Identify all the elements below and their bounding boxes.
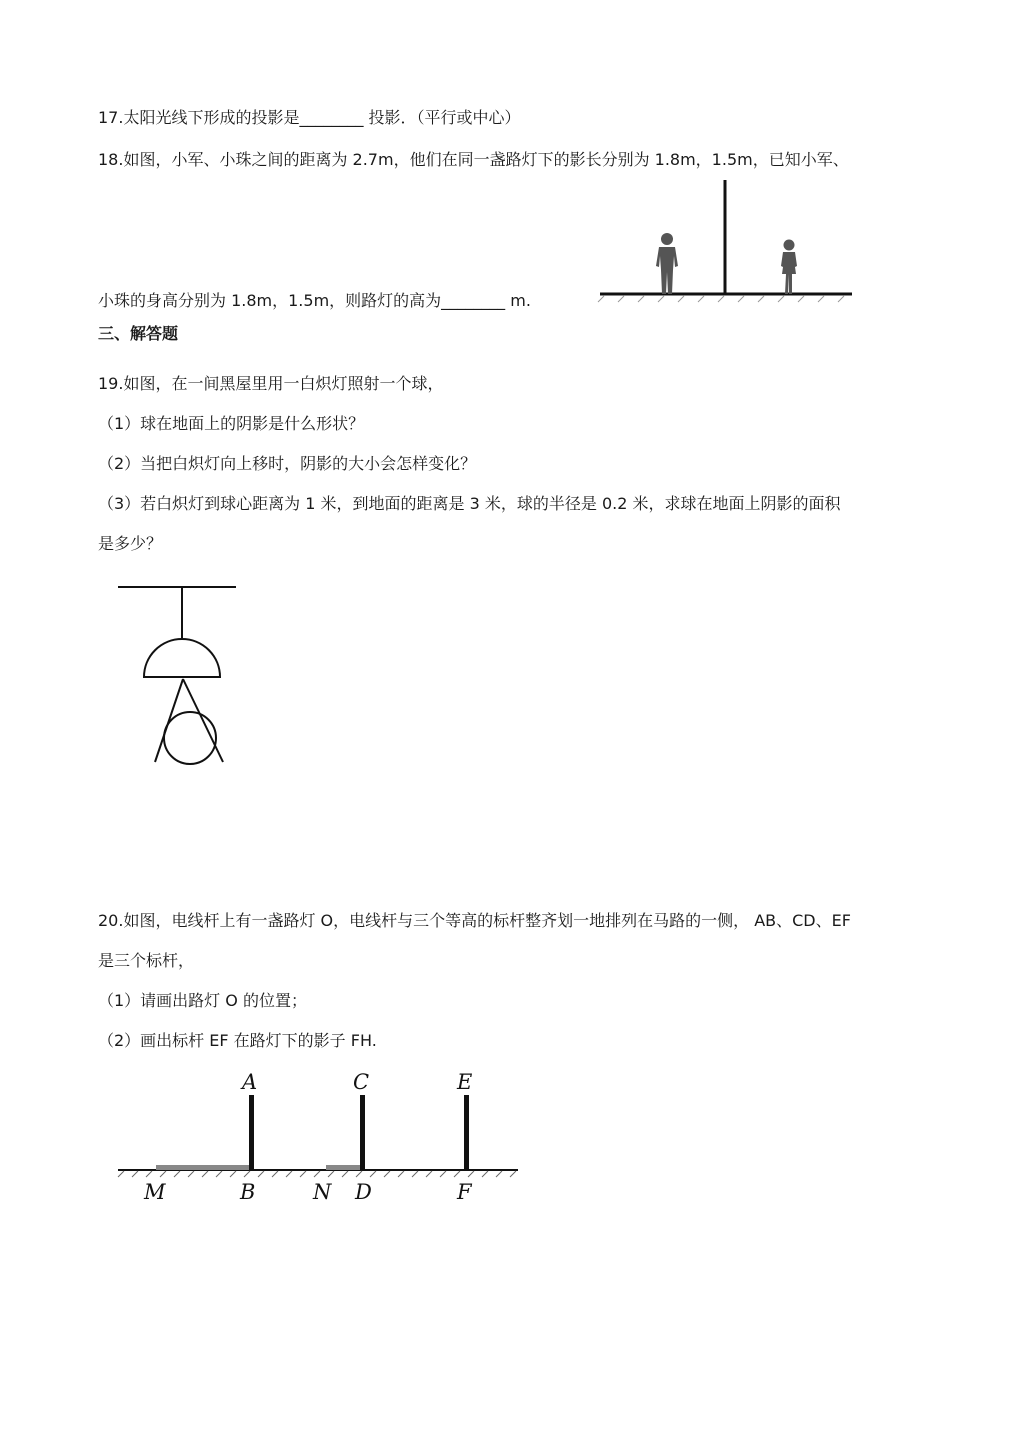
question-19-part3b: 是多少？ [98,534,163,553]
poles-figure [110,1065,530,1215]
question-20-stem1: 20.如图，电线杆上有一盏路灯 O，电线杆与三个等高的标杆整齐划一地排列在马路的一侧， AB、CD、EF [98,911,851,930]
pole-AB [249,1095,254,1170]
label-F: F [457,1180,472,1204]
section-title: 三、解答题 [98,324,179,343]
label-B: B [240,1180,256,1204]
pole-EF [464,1095,469,1170]
label-C: C [353,1070,370,1094]
question-19-part2: （2）当把白炽灯向上移时，阴影的大小会怎样变化？ [98,454,477,473]
label-D: D [355,1180,372,1204]
woman-silhouette-icon [781,240,797,295]
pole-CD [360,1095,365,1170]
lamp-ball-figure [110,580,250,770]
label-E: E [457,1070,473,1094]
label-M: M [144,1180,166,1204]
question-18-line1: 18.如图，小军、小珠之间的距离为 2.7m，他们在同一盏路灯下的影长分别为 1.8m，1.5m，已知小军、 [98,150,849,169]
street-lamp-figure [590,176,870,304]
question-19-part3a: （3）若白炽灯到球心距离为 1 米，到地面的距离是 3 米，球的半径是 0.2 米，求球在地面上阴影的面积 [98,494,841,513]
question-19-part1: （1）球在地面上的阴影是什么形状？ [98,414,365,433]
label-N: N [313,1180,332,1204]
question-19-stem: 19.如图，在一间黑屋里用一白炽灯照射一个球， [98,374,444,393]
label-A: A [242,1070,258,1094]
question-20-stem2: 是三个标杆， [98,951,195,970]
shadow-MB [156,1165,250,1170]
question-17: 17.太阳光线下形成的投影是________ 投影．（平行或中心） [98,108,521,127]
shadow-ND [326,1165,362,1170]
question-20-part1: （1）请画出路灯 O 的位置； [98,991,307,1010]
question-20-part2: （2）画出标杆 EF 在路灯下的影子 FH. [98,1031,377,1050]
man-silhouette-icon [656,233,678,294]
question-18-line2: 小珠的身高分别为 1.8m，1.5m，则路灯的高为________ m. [98,291,531,310]
